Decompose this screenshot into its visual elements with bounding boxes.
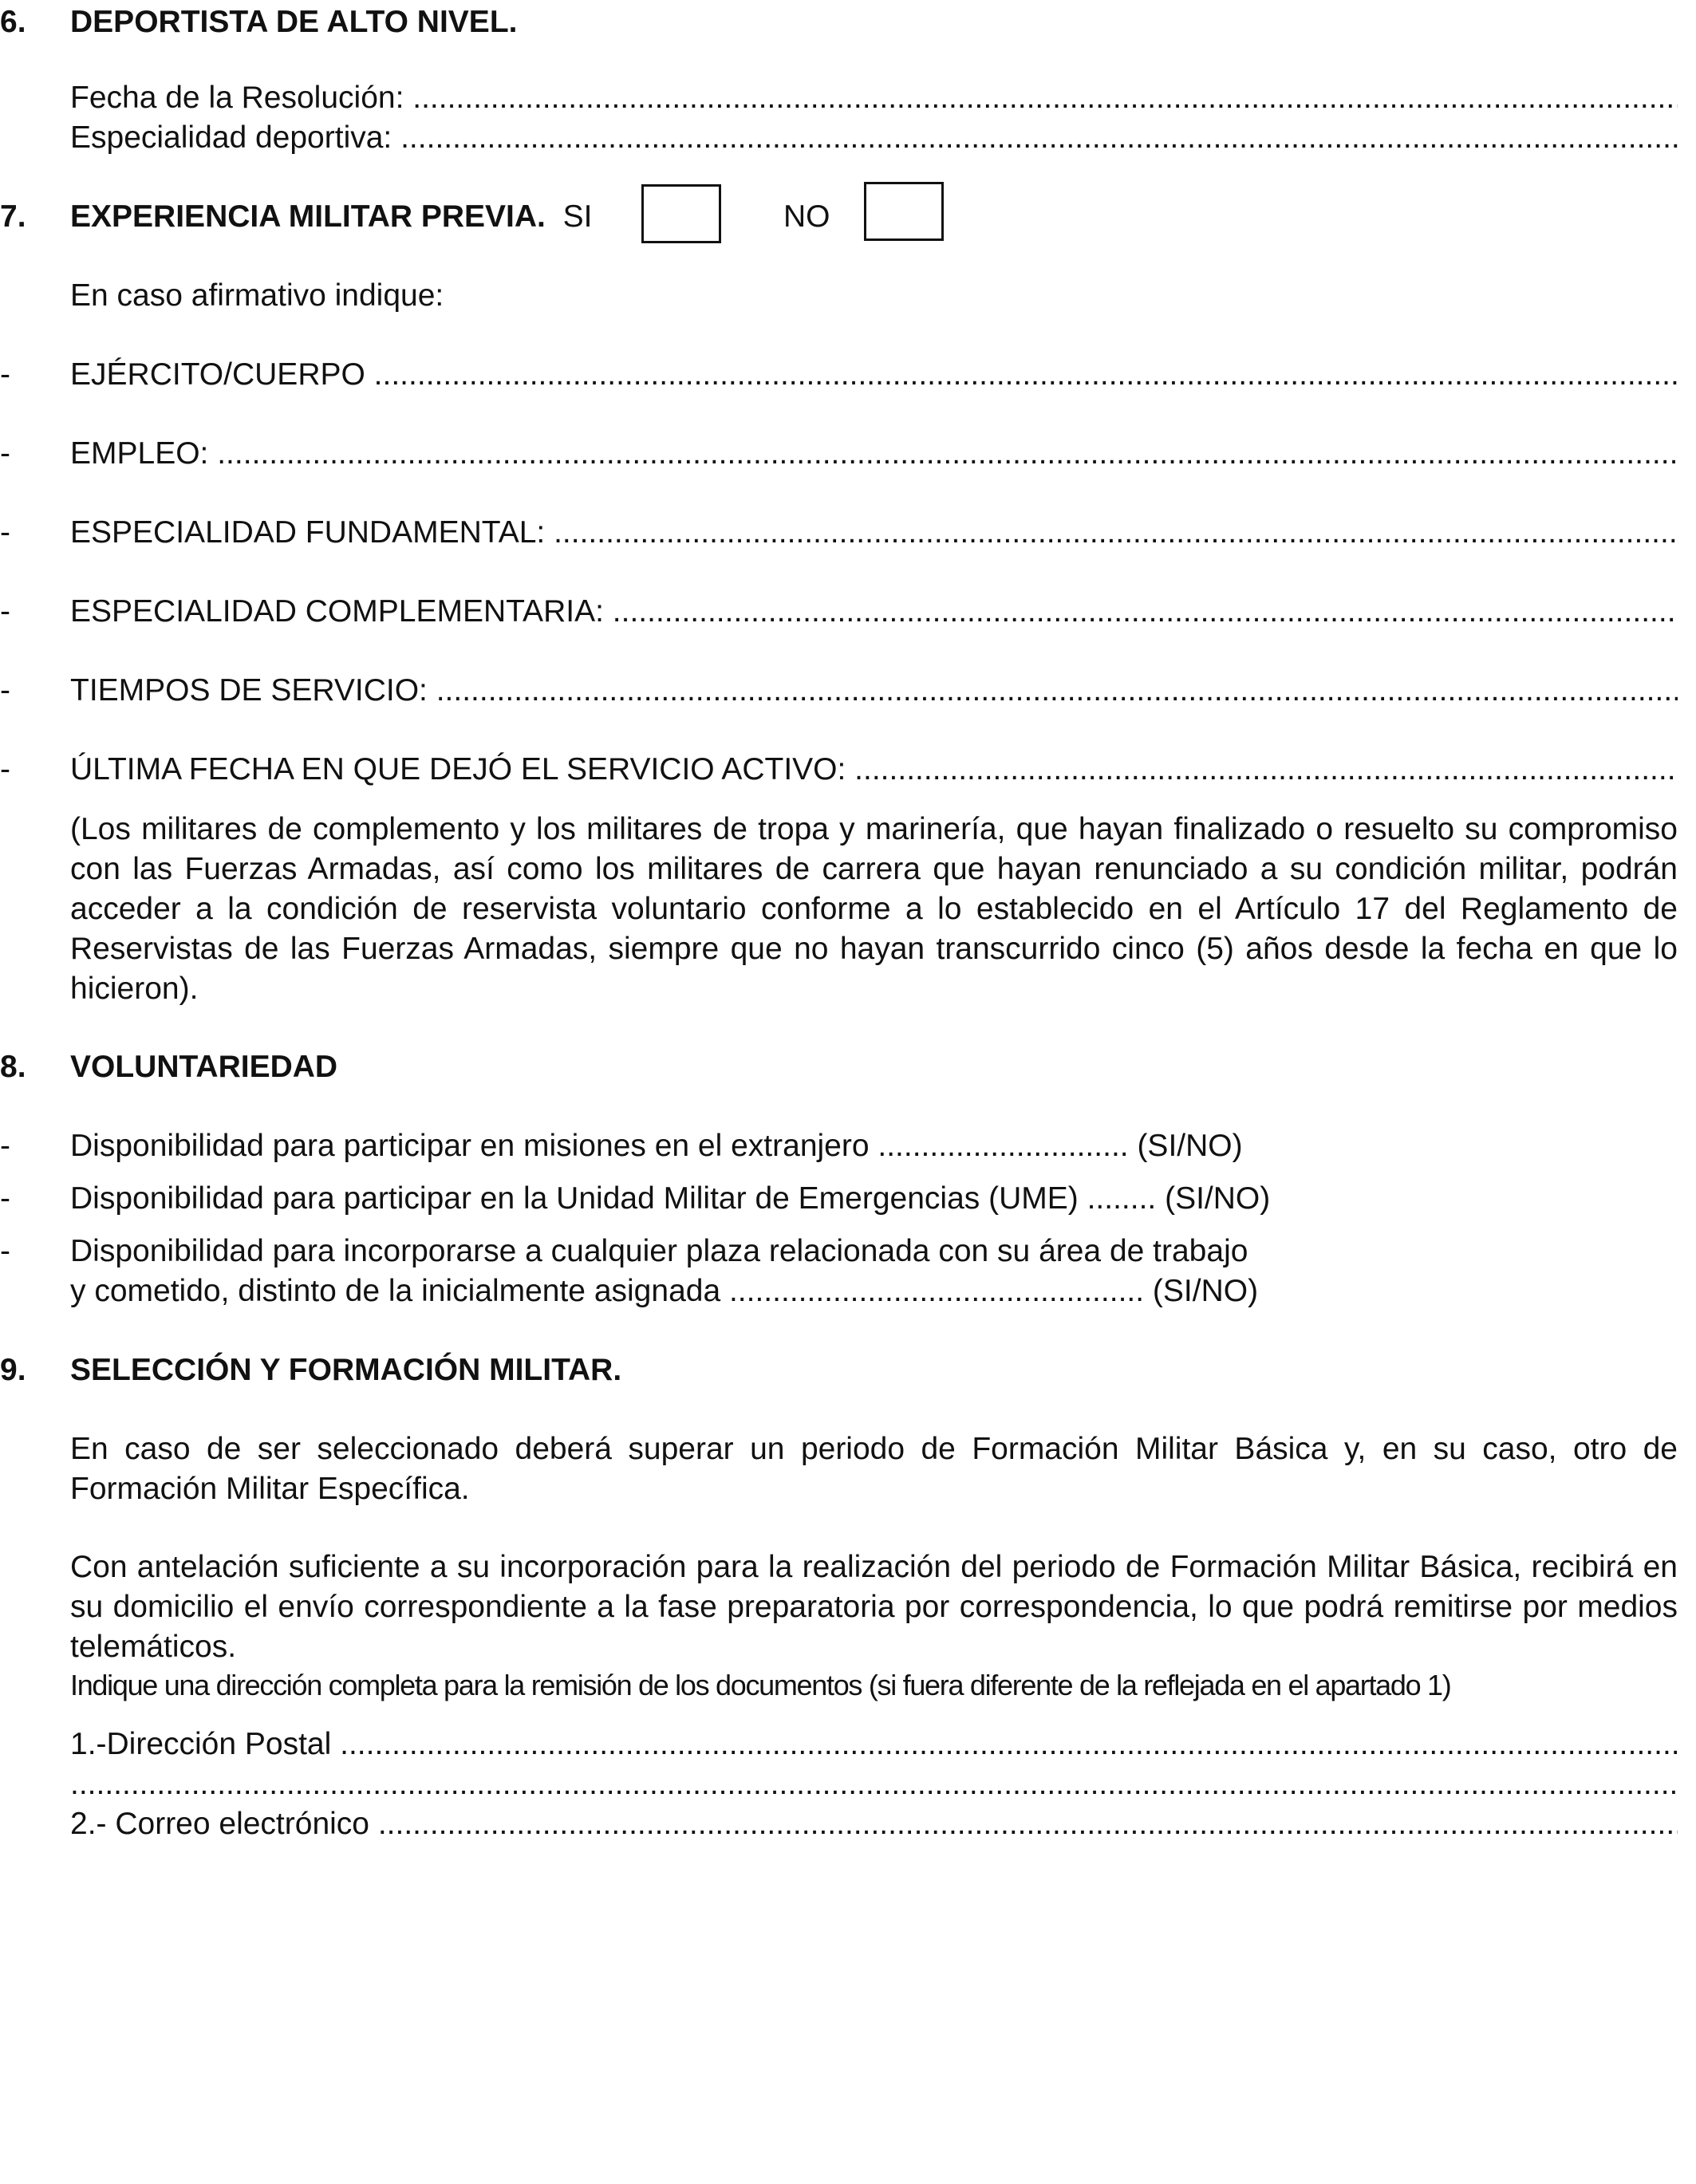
section-7-number: 7. [0, 199, 26, 234]
section-9-number: 9. [0, 1353, 26, 1387]
misiones-extranjero-item: Disponibilidad para participar en misiones en el extranjero ............................. (SI/NO) [70, 1129, 1243, 1163]
list-dash: - [0, 436, 10, 471]
ultima-fecha-field[interactable] [70, 750, 1678, 790]
list-dash: - [0, 515, 10, 550]
especialidad-complementaria-field[interactable] [70, 592, 1678, 632]
section-9-title: SELECCIÓN Y FORMACIÓN MILITAR. [70, 1353, 622, 1387]
direccion-postal-field[interactable] [70, 1725, 1678, 1764]
especialidad-fundamental-label: ESPECIALIDAD FUNDAMENTAL: ..... [70, 515, 1678, 550]
tiempos-servicio-label: TIEMPOS DE SERVICIO: ..... [70, 673, 1678, 708]
afirmativo-intro: En caso afirmativo indique: [70, 278, 444, 313]
tiempos-servicio-field[interactable] [70, 671, 1678, 711]
correo-electronico-field[interactable] [70, 1804, 1678, 1844]
no-label: NO [783, 199, 830, 234]
list-dash: - [0, 1129, 10, 1163]
correo-electronico-label: 2.- Correo electrónico ..... [70, 1807, 1678, 1841]
fecha-resolucion-field[interactable] [70, 78, 1678, 118]
ejercito-cuerpo-field[interactable] [70, 355, 1678, 395]
section-6-title: DEPORTISTA DE ALTO NIVEL. [70, 5, 518, 39]
direccion-postal-continuation[interactable] [70, 1764, 1678, 1804]
plaza-item-line1: Disponibilidad para incorporarse a cualquier plaza relacionada con su área de trabajo [70, 1234, 1248, 1268]
empleo-field[interactable] [70, 434, 1678, 474]
ume-item: Disponibilidad para participar en la Unidad Militar de Emergencias (UME) ........ (SI/NO) [70, 1181, 1271, 1216]
antelacion-paragraph: Con antelación suficiente a su incorporación para la realización del periodo de Formación Militar Básica, recibirá en su domicilio el envío correspondiente a la fase preparatoria por correspondencia, lo que podrá remitirse por medios telemáticos. [70, 1550, 1678, 1664]
empleo-label: EMPLEO: ..... [70, 436, 1678, 471]
reservista-note: (Los militares de complemento y los militares de tropa y marinería, que hayan finalizado o resuelto su compromiso con las Fuerzas Armadas, así como los militares de carrera que hayan renunciado a su condición militar, podrán acceder a la condición de reservista voluntario conforme a lo establecido en el Artículo 17 del Reglamento de Reservistas de las Fuerzas Armadas, siempre que no hayan transcurrido cinco (5) años desde la fecha en que lo hicieron). [70, 812, 1678, 1006]
direccion-postal-label: 1.-Dirección Postal ..... [70, 1727, 1678, 1761]
especialidad-deportiva-field[interactable] [70, 118, 1678, 158]
ultima-fecha-label: ÚLTIMA FECHA EN QUE DEJÓ EL SERVICIO ACTIVO: ..... [70, 752, 1678, 786]
continuation-dots [70, 1767, 1678, 1801]
list-dash: - [0, 594, 10, 629]
list-dash: - [0, 673, 10, 708]
especialidad-complementaria-label: ESPECIALIDAD COMPLEMENTARIA: ..... [70, 594, 1678, 629]
section-6-number: 6. [0, 5, 26, 39]
especialidad-fundamental-field[interactable] [70, 513, 1678, 553]
section-8-title: VOLUNTARIEDAD [70, 1050, 338, 1084]
section-8-number: 8. [0, 1050, 26, 1084]
list-dash: - [0, 1181, 10, 1216]
direccion-note: Indique una dirección completa para la remisión de los documentos (si fuera diferente de la reflejada en el apartado 1) [70, 1669, 1451, 1701]
si-checkbox[interactable] [641, 184, 721, 243]
seleccion-paragraph: En caso de ser seleccionado deberá superar un periodo de Formación Militar Básica y, en su caso, otro de Formación Militar Específica. [70, 1432, 1678, 1506]
list-dash: - [0, 357, 10, 392]
especialidad-deportiva-label: Especialidad deportiva: ..... [70, 120, 1678, 155]
fecha-resolucion-label: Fecha de la Resolución: ..... [70, 81, 1678, 115]
list-dash: - [0, 752, 10, 786]
si-label: SI [562, 199, 593, 234]
ejercito-cuerpo-label: EJÉRCITO/CUERPO ..... [70, 357, 1678, 392]
section-7-title: EXPERIENCIA MILITAR PREVIA. [70, 199, 546, 234]
plaza-item-line2: y cometido, distinto de la inicialmente asignada ................................................ (SI/NO) [70, 1274, 1259, 1308]
no-checkbox[interactable] [864, 182, 944, 241]
list-dash: - [0, 1234, 10, 1268]
